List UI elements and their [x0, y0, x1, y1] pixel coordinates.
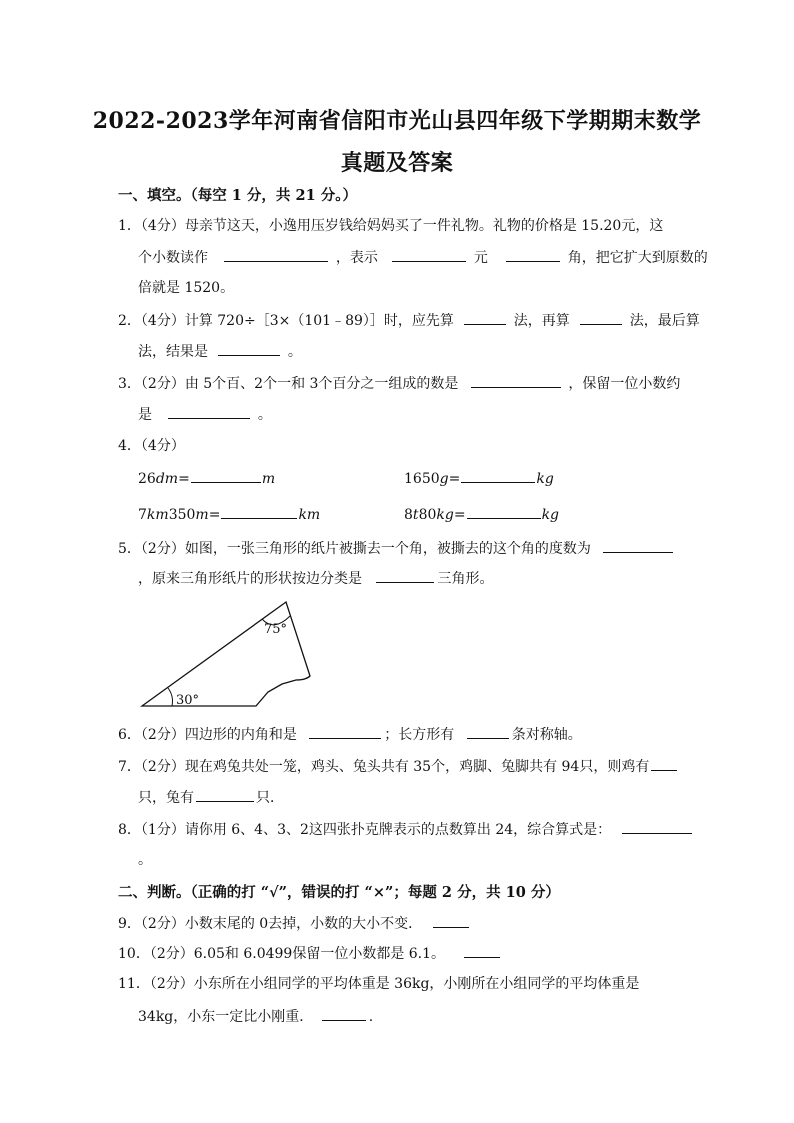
- question-5-line-2: [138, 568, 493, 589]
- left-angle-arc: [168, 688, 173, 706]
- question-8-line-2: 。: [138, 852, 152, 868]
- q6-text: 条对称轴。: [511, 727, 582, 743]
- q4-number: 350: [168, 507, 196, 523]
- q9-blank[interactable]: [433, 913, 469, 928]
- question-10: [118, 943, 503, 964]
- q4-blank-3[interactable]: [221, 504, 297, 519]
- q1-text: ，表示: [335, 250, 378, 266]
- question-1-line-3: 倍就是 1520。: [138, 280, 235, 296]
- q4-unit: kg: [436, 507, 454, 523]
- q3-text: 3．（2分）由 5个百、2个一和 3个百分之一组成的数是: [118, 376, 459, 392]
- question-6: [118, 724, 582, 745]
- q6-text: ；长方形有: [384, 727, 455, 743]
- q3-blank-approx[interactable]: [168, 404, 250, 419]
- q4-number: 7: [138, 507, 147, 523]
- q4-unit: kg: [536, 471, 554, 487]
- q3-blank-number[interactable]: [471, 373, 561, 388]
- q4-unit: dm: [155, 471, 179, 487]
- section-heading-judge: 二、判断。（正确的打 “√”，错误的打 “×”；每题 2 分，共 10 分）: [118, 884, 560, 901]
- q7-text: 7．（2分）现在鸡兔共处一笼，鸡头、兔头共有 35个，鸡脚、兔脚共有 94只，则鸡有: [118, 759, 650, 775]
- q4-blank-2[interactable]: [461, 468, 535, 483]
- q8-text: 8．（1分）请你用 6、4、3、2这四张扑克牌表示的点数算出 24，综合算式是：: [118, 822, 612, 838]
- q11-text: .: [368, 1009, 374, 1025]
- q5-text: 5．（2分）如图，一张三角形的纸片被撕去一个角，被撕去的这个角的度数为: [118, 541, 591, 557]
- question-3-line-1: [118, 373, 680, 394]
- q8-blank-expression[interactable]: [622, 819, 692, 834]
- q10-text: 10．（2分）6.05和 6.0499保留一位小数都是 6.1。: [118, 946, 446, 962]
- q1-blank-reading[interactable]: [224, 247, 328, 262]
- question-2-line-1: [118, 310, 700, 331]
- q5-text: 三角形。: [437, 571, 494, 587]
- q4-conv-km-m: [138, 504, 320, 525]
- page-title: 2022-2023学年河南省信阳市光山县四年级下学期期末数学: [92, 108, 702, 134]
- q1-text: 元: [473, 250, 488, 266]
- q3-text: 。: [257, 407, 272, 423]
- q6-blank-angle-sum[interactable]: [309, 724, 381, 739]
- q1-blank-yuan[interactable]: [392, 247, 466, 262]
- question-5-line-1: [118, 538, 676, 559]
- q4-blank-1[interactable]: [191, 468, 261, 483]
- q2-blank-second[interactable]: [580, 310, 622, 325]
- q11-blank[interactable]: [322, 1006, 366, 1021]
- q6-text: 6．（2分）四边形的内角和是: [118, 727, 297, 743]
- triangle-outline: [142, 602, 310, 706]
- q4-unit: km: [146, 507, 169, 523]
- q2-text: 。: [287, 344, 302, 360]
- q5-blank-shape[interactable]: [376, 568, 434, 583]
- q5-text: ，原来三角形纸片的形状按边分类是: [138, 571, 362, 587]
- q7-text: 只，兔有: [138, 790, 194, 806]
- q4-unit: t: [412, 507, 419, 523]
- q4-unit: m: [261, 471, 276, 487]
- q9-text: 9．（2分）小数末尾的 0去掉，小数的大小不变．: [118, 916, 423, 932]
- q4-conv-t-kg: [404, 504, 559, 525]
- question-11-line-1: 11．（2分）小东所在小组同学的平均体重是 36kg，小刚所在小组同学的平均体重是: [118, 976, 640, 992]
- q1-blank-jiao[interactable]: [506, 247, 560, 262]
- q7-blank-rabbit[interactable]: [196, 787, 254, 802]
- q4-unit: km: [298, 507, 321, 523]
- q4-number: 8: [404, 507, 413, 523]
- question-1-line-2: [138, 247, 708, 268]
- q4-number: 80: [418, 507, 437, 523]
- page-subtitle: 真题及答案: [340, 150, 454, 176]
- q2-text: 2．（4分）计算 720÷［3×（101﹣89）］时，应先算: [118, 313, 454, 329]
- q4-number: 1650: [404, 471, 440, 487]
- q4-equals: =: [453, 507, 466, 523]
- q4-number: 26: [138, 471, 156, 487]
- q4-unit: m: [195, 507, 209, 523]
- q2-text: 法，再算: [513, 313, 570, 329]
- q4-conv-g-kg: [404, 468, 554, 489]
- q5-blank-angle[interactable]: [603, 538, 673, 553]
- q4-blank-4[interactable]: [467, 504, 541, 519]
- q2-text: 法，结果是: [138, 344, 208, 360]
- q4-unit: kg: [541, 507, 560, 523]
- q10-blank[interactable]: [464, 943, 500, 958]
- torn-triangle-figure: [136, 598, 336, 710]
- q11-text: 34kg，小东一定比小刚重．: [138, 1009, 314, 1025]
- q4-unit: g: [439, 471, 449, 487]
- question-3-line-2: [138, 404, 272, 425]
- q6-blank-axes[interactable]: [467, 724, 509, 739]
- question-4-head: 4．（4分）: [118, 438, 185, 454]
- q3-text: 是: [138, 407, 152, 423]
- q7-blank-chicken[interactable]: [651, 756, 677, 771]
- section-heading-fill: 一、填空。（每空 1 分，共 21 分。）: [118, 187, 357, 204]
- question-9: [118, 913, 472, 934]
- question-7-line-2: [138, 787, 284, 808]
- q4-equals: =: [208, 507, 221, 523]
- question-2-line-2: [138, 341, 302, 362]
- q3-text: ，保留一位小数约: [568, 376, 681, 392]
- angle-label-30: 30°: [176, 693, 200, 708]
- q2-blank-first[interactable]: [464, 310, 506, 325]
- angle-label-75: 75°: [264, 622, 288, 637]
- q4-equals: =: [448, 471, 461, 487]
- question-11-line-2: [138, 1006, 373, 1027]
- question-7-line-1: [118, 756, 680, 777]
- q4-conv-dm-m: [138, 468, 275, 489]
- q7-text: 只．: [256, 790, 284, 806]
- q1-text: 个小数读作: [138, 250, 208, 266]
- q1-text: 角，把它扩大到原数的: [567, 250, 708, 266]
- q2-text: 法，最后算: [629, 313, 700, 329]
- q2-blank-result[interactable]: [218, 341, 280, 356]
- q4-equals: =: [178, 471, 190, 487]
- question-1-line-1: 1．（4分）母亲节这天，小逸用压岁钱给妈妈买了一件礼物。礼物的价格是 15.20元，这: [118, 218, 664, 234]
- question-8-line-1: [118, 819, 695, 840]
